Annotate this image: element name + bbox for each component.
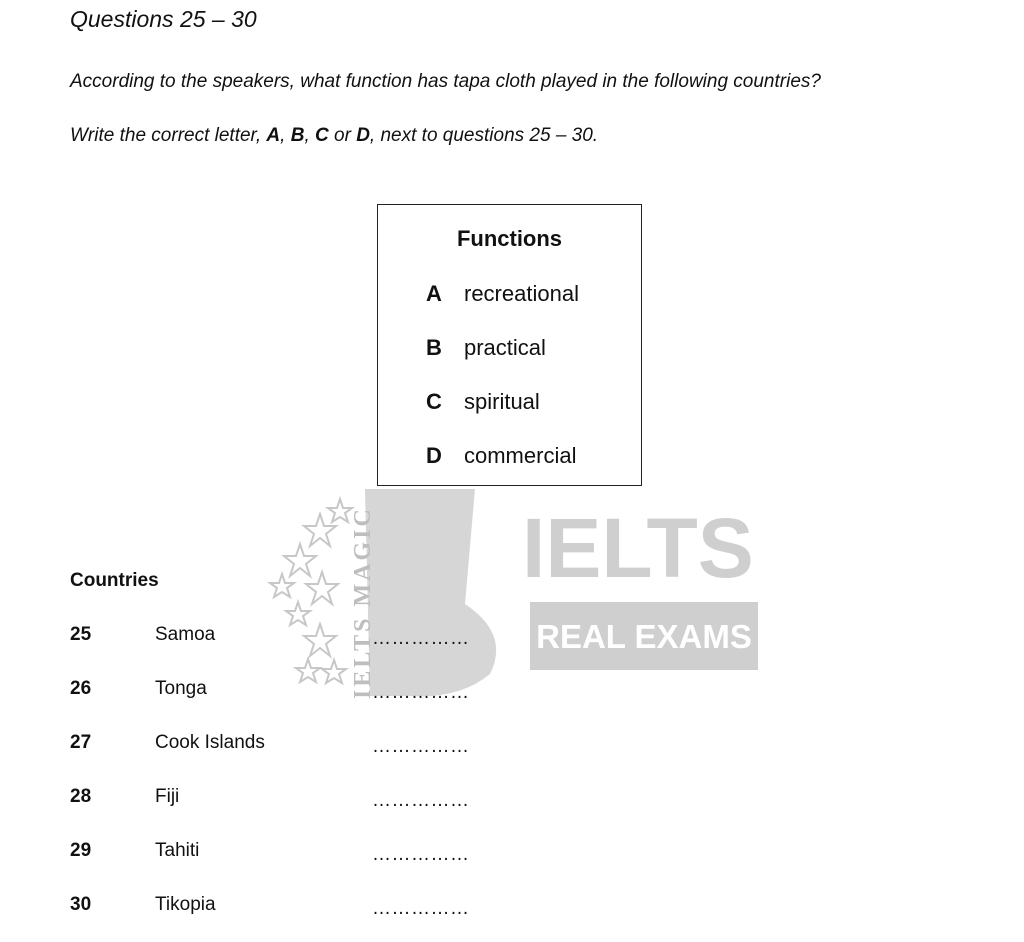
function-label: practical: [464, 335, 546, 360]
letter-d: D: [356, 125, 370, 146]
watermark-vertical-text: IELTS MAGIC: [350, 506, 376, 699]
watermark-big-text: IELTS: [522, 501, 754, 595]
country-name: Fiji: [155, 786, 180, 807]
answer-blank[interactable]: ……………: [372, 844, 470, 865]
function-label: commercial: [464, 443, 577, 468]
answer-blank[interactable]: ……………: [372, 628, 470, 649]
function-item: [426, 281, 579, 307]
question-number: 27: [70, 732, 92, 753]
function-label: spiritual: [464, 389, 540, 414]
function-item: [426, 443, 576, 469]
question-row: [0, 786, 1024, 816]
country-name: Cook Islands: [155, 732, 265, 753]
stars-icon: [270, 499, 352, 683]
country-name: Tahiti: [155, 840, 200, 861]
question-row: [0, 678, 1024, 708]
country-name: Samoa: [155, 624, 216, 645]
watermark-banner-text: REAL EXAMS: [536, 618, 752, 655]
countries-label: Countries: [70, 570, 159, 591]
country-name: Tikopia: [155, 894, 216, 915]
instruction-write-letter: [70, 125, 598, 147]
sep: ,: [304, 125, 315, 146]
answer-blank[interactable]: ……………: [372, 790, 470, 811]
answer-blank[interactable]: ……………: [372, 682, 470, 703]
question-number: 25: [70, 624, 92, 645]
function-item: [426, 335, 546, 361]
question-row: [0, 840, 1024, 870]
question-number: 29: [70, 840, 92, 861]
letter-b: B: [290, 125, 305, 146]
instruction-suffix: , next to questions 25 – 30.: [369, 125, 599, 146]
function-label: recreational: [464, 281, 579, 306]
function-letter: D: [426, 443, 442, 468]
question-row: [0, 624, 1024, 654]
instruction-question: According to the speakers, what function has tapa cloth played in the following countries?: [70, 71, 821, 92]
question-row: [0, 732, 1024, 762]
function-letter: B: [426, 335, 442, 360]
or-text: or: [328, 125, 357, 146]
answer-blank[interactable]: ……………: [372, 898, 470, 919]
letter-a: A: [266, 125, 281, 146]
answer-blank[interactable]: ……………: [372, 736, 470, 757]
question-number: 26: [70, 678, 92, 699]
questions-heading: Questions 25 – 30: [70, 6, 257, 32]
functions-title: Functions: [456, 226, 563, 251]
top-hat-icon: [365, 489, 496, 696]
function-letter: A: [426, 281, 442, 306]
question-row: [0, 894, 1024, 924]
country-name: Tonga: [155, 678, 207, 699]
letter-c: C: [315, 125, 329, 146]
question-number: 28: [70, 786, 92, 807]
function-letter: C: [426, 389, 442, 414]
instruction-prefix: Write the correct letter,: [70, 125, 267, 146]
function-item: [426, 389, 540, 415]
sep: ,: [280, 125, 291, 146]
question-number: 30: [70, 894, 92, 915]
functions-box: [377, 204, 642, 486]
